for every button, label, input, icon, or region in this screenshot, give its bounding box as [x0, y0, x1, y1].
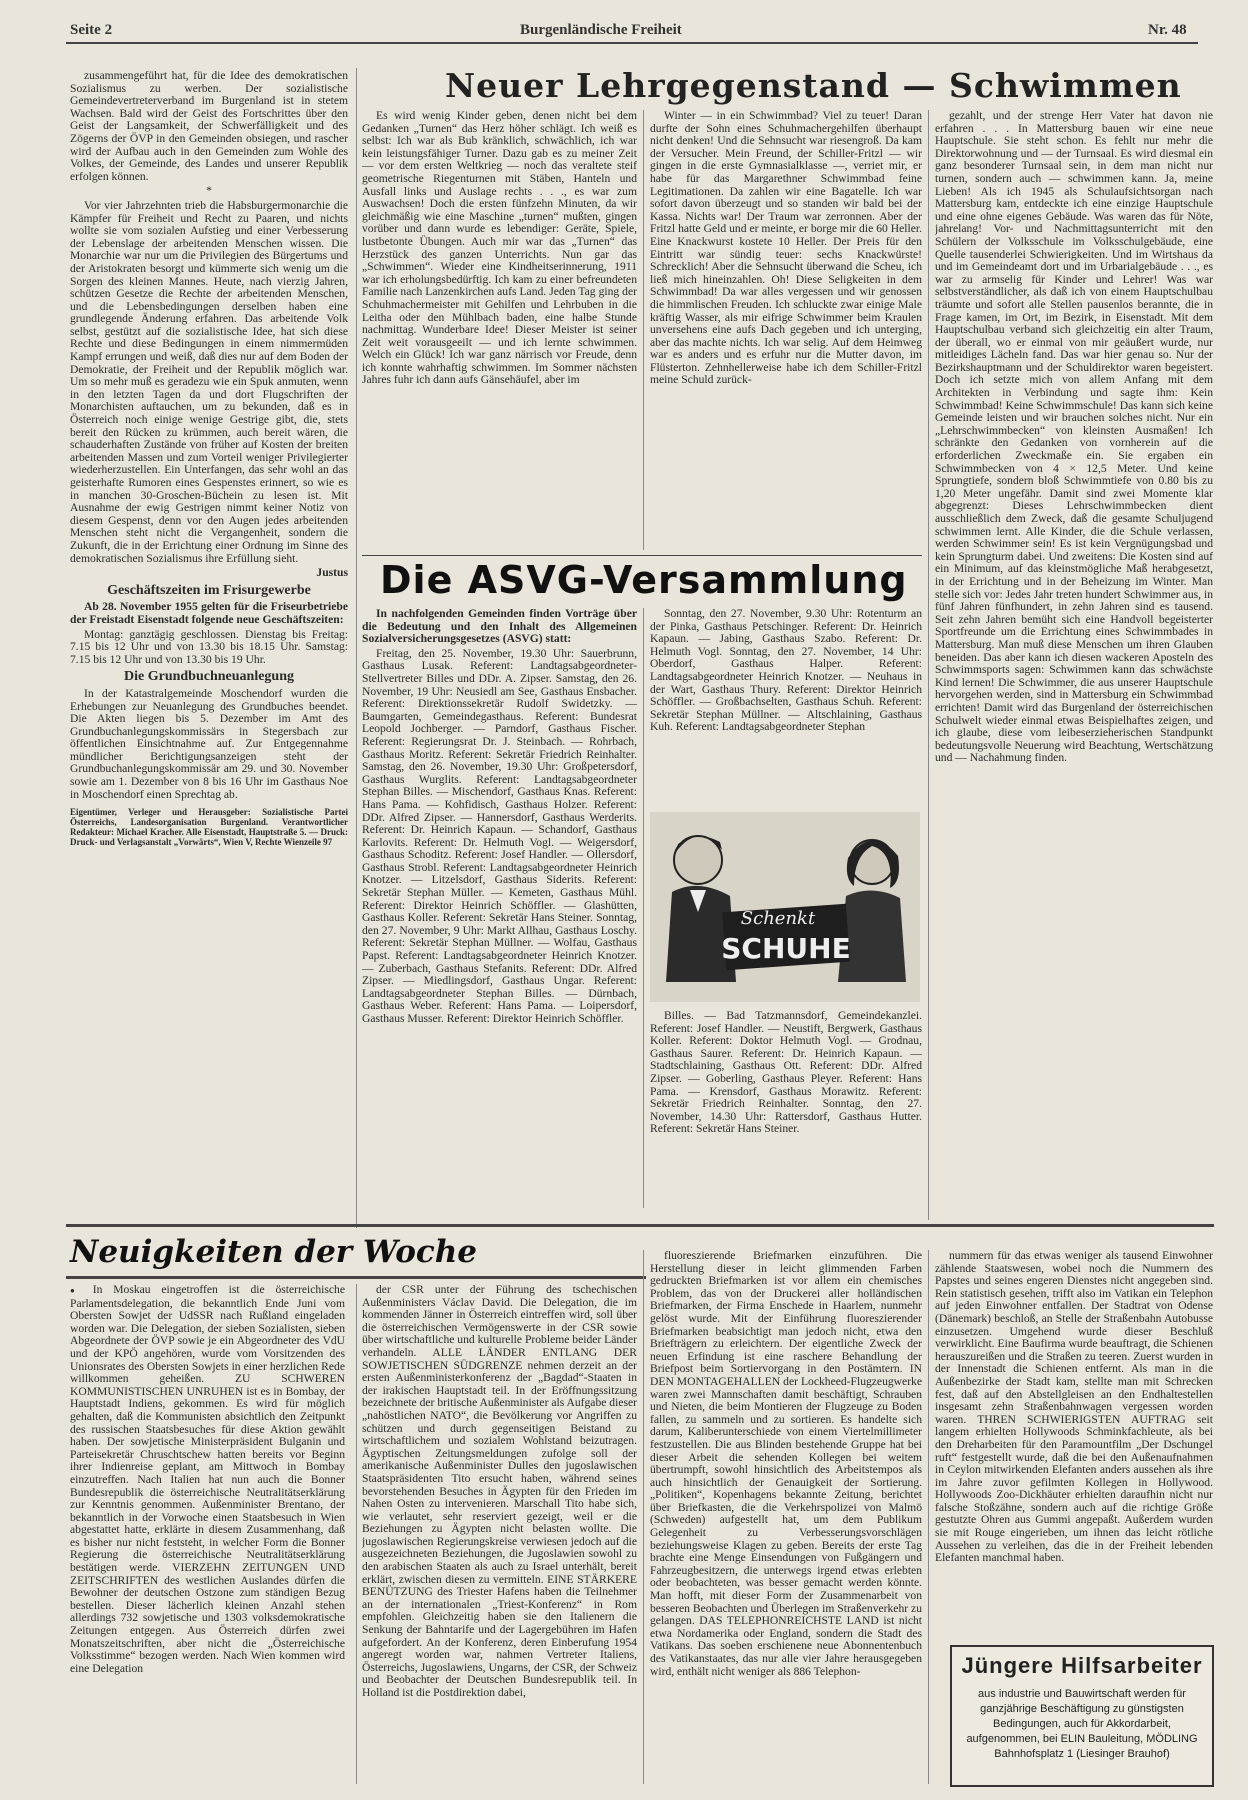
ad-big-text: SCHUHE [721, 932, 851, 965]
asvg-col-2b [650, 1010, 922, 1210]
column-divider [643, 608, 644, 1208]
text-para: ● In Moskau eingetroffen ist die österreichische Parlamentsdelegation, die bekanntlich Ende Juni vom Obersten Sowjet der UdSSR nach Rußland eingeladen worden war. Die Delegation, der sieben Sozialisten, sieben Abgeordnete der ÖVP sowie je ein Abgeordneter des VdU und der KPÖ angehören, wurde vom Vorsitzenden des Unionsrates des Obersten Sowjets in einer herzlichen Rede willkommen geheißen. ZU SCHWEREN KOMMUNISTISCHEN UNRUHEN ist es in Bombay, der Hauptstadt Indiens, gekommen. Es wird für möglich gehalten, daß die Kommunisten absichtlich den Zeitpunkt des russischen Staatsbesuches für diese Aktion gewählt haben. Der sowjetische Ministerpräsident Bulganin und Parteisekretär Chruschtschew hatten bereits vor Beginn ihrer Indienreise geplant, am Mittwoch in Bombay einzutreffen. Nach Italien hat nun auch die Bonner Bundesrepublik die österreichische Neutralitätserklärung zur Kenntnis genommen. Außenminister Brentano, der bekanntlich in der Vorwoche einen Staatsbesuch in Wien abgestattet hatte, erklärte in diesem Zusammenhang, daß es bisher nur nicht feststeht, in welcher Form die Bonner Regierung die österreichische Neutralitätserklärung bestätigen werde. VIERZEHN ZEITUNGEN UND ZEITSCHRIFTEN des westlichen Auslandes dürfen die Bewohner der deutschen Ostzone zum ständigen Bezug bestellen. Dieser lächerlich kleinen Anzahl stehen allerdings 732 sowjetische und 1303 volksdemokratische Zeitungen entgegen. Aus Österreich dürfen zwei Monatszeitschriften, aber nicht die „Österreichische Volksstimme“ bezogen werden. Nach Wien kommen wird eine Delegation [70, 1284, 345, 1675]
asvg-intro: In nachfolgenden Gemeinden finden Vorträge über die Bedeutung und den Inhalt des Allgemeinen Sozialversicherungsgesetzes (ASVG) statt: [362, 608, 637, 646]
headline-asvg: Die ASVG-Versammlung [380, 558, 908, 602]
text-para: Ab 28. November 1955 gelten für die Friseurbetriebe der Freistadt Eisenstadt folgende neue Geschäftszeiten: [70, 600, 348, 626]
news-col-1 [70, 1284, 345, 1784]
couple-illustration [650, 812, 920, 1002]
schwimmen-col-3 [935, 110, 1213, 1220]
news-title-rule [66, 1276, 646, 1279]
shoe-ad-illustration [650, 812, 920, 1002]
heading-friseur: Geschäftszeiten im Frisurgewerbe [107, 582, 311, 598]
news-col-2 [362, 1284, 637, 1784]
column-left [70, 70, 348, 1290]
text-para: In der Katastralgemeinde Moschendorf wurden die Erhebungen zur Neuanlegung des Grundbuches beendet. Die Akten liegen bis 5. Dezember im Amt des Grundbuchanlegungskommissärs in Stegersbach zur öffentlichen Einsichtnahme auf. Zur Entgegennahme mündlicher Berichtigungsanzeigen steht der Grundbuchanlegungskommissär am 29. und 30. November sowie am 1. Dezember von 8 bis 16 Uhr im Gasthaus Noe in Moschendorf einen Sprechtag ab. [70, 686, 348, 801]
schwimmen-col-2 [650, 110, 922, 550]
text-para: Sonntag, den 27. November, 9.30 Uhr: Rotenturm an der Pinka, Gasthaus Petschinger. Referent: Dr. Heinrich Kapaun. — Jabing, Gasthaus Szabo. Referent: Dr. Helmuth Vogl. Sonntag, den 27. November, 14 Uhr: Oberdorf, Gasthaus Halper. Referent: Landtagsabgeordneter Heinrich Knotzer. — Neuhaus in der Wart, Gasthaus Thury. Referent: Direktor Heinrich Schöffler. — Großbachselten, Gasthaus Schuh. Referent: Sekretär Stephan Müllner. — Altschlaining, Gasthaus Kuh. Referent: Landtagsabgeordneter Stephan [650, 608, 922, 734]
text-para: Vor vier Jahrzehnten trieb die Habsburgermonarchie die Kämpfer für Freiheit und Recht zu Paaren, und nichts wollte sie vom sozialen Aufstieg und einer Verbesserung der Lebenslage der arbeitenden Menschen wissen. Die Monarchie war nur um die Privilegien des Bürgertums und der Aristokraten besorgt und kümmerte sich wenig um die Sorgen des kleinen Mannes. Heute, nach vierzig Jahren, schützen Gesetze die Rechte der arbeitenden Menschen, und die Lebensbedingungen derselben haben eine grundlegende Änderung erfahren. Das arbeitende Volk selbst, gestützt auf die sozialistische Idee, hat sich diese Rechte und diese Bedingungen in einem nimmermüden Kampf errungen und weiß, daß dies nur auf dem Boden der Demokratie, der Freiheit und der Republik möglich war. Um so mehr muß es geradezu wie ein Spuk anmuten, wenn in den letzten Tagen da und dort Flugschriften der Monarchisten auftauchen, um zu bekunden, daß es in Österreich noch einige wenige Gestrige gibt, die, stets bereit den Rücken zu krümmen, auch bereit wären, die schauderhaften Zustände von früher auf Kosten der breiten arbeitenden Massen und zum Vorteil weniger Privilegierter wiederherzustellen. Ein Unterfangen, das sehr wohl an das geisterhafte Rumoren eines Gespenstes erinnert, so wie es in manchen 30-Groschen-Büchein zu lesen ist. Mit Ausnahme der ewig Gestrigen nimmt keiner Notiz von diesem Gespenst, denn vor den Augen jedes arbeitenden Menschen steht nicht die Vergangenheit, sondern die Zukunft, die in der Errichtung einer Ordnung im Sinne des demokratischen Sozialismus ihre Erfüllung sieht. [70, 198, 348, 565]
asvg-col-1 [362, 608, 637, 1208]
news-col-4 [935, 1250, 1213, 1635]
text-para: Freitag, den 25. November, 19.30 Uhr: Sauerbrunn, Gasthaus Lusak. Referent: Landtagsabgeordneter-Stellvertreter Billes und DDr. A. Zipser. Samstag, den 26. November, 19 Uhr: Neusiedl am See, Gasthaus Ensbacher. Referent: Direktionssekretär Rudolf Swidetzky. — Baumgarten, Gemeindegasthaus. Referent: Bundesrat Leopold Jochberger. — Parndorf, Gasthaus Fischer. Referent: Regierungsrat Dr. J. Steinbach. — Rohrbach, Gasthaus Moritz. Referent: Sekretär Friedrich Reinhalter. Samstag, den 26. November, 19.30 Uhr: Großpetersdorf, Gasthaus Wurglits. Referent: Landtagsabgeordneter Stephan Billes. — Mischendorf, Gasthaus Knas. Referent: Hans Pama. — Kohfidisch, Gasthaus Holzer. Referent: DDr. Alfred Zipser. — Hannersdorf, Gasthaus Werderits. Referent: Dr. Heinrich Kapaun. — Schandorf, Gasthaus Karlovits. Referent: Dr. Helmuth Vogl. — Weigersdorf, Gasthaus Schoditz. Referent: Josef Handler. — Ollersdorf, Gasthaus Strobl. Referent: Landtagsabgeordneter Heinrich Knotzer. — Litzelsdorf, Gasthaus Siderits. Referent: Sekretär Stephan Müller. — Kemeten, Gasthaus Mühl. Referent: Direktor Heinrich Schöffler. — Glashütten, Gasthaus Koller. Referent: Sekretär Hans Steiner. Sonntag, den 27. November, 9 Uhr: Markt Allhau, Gasthaus Loschy. Referent: Sekretär Stephan Müllner. — Wolfau, Gasthaus Papst. Referent: Landtagsabgeordneter Heinrich Knotzer. — Zuberbach, Gasthaus Stefanits. Referent: DDr. Alfred Zipser. — Miedlingsdorf, Gasthaus Ungar. Referent: Landtagsabgeordneter Stephan Billes. — Dürnbach, Gasthaus Weber. Referent: Hans Pama. — Loipersdorf, Gasthaus Musser. Referent: Direktor Heinrich Schöffler. [362, 646, 637, 1025]
header-rule [66, 42, 1198, 44]
headline-news: Neuigkeiten der Woche [70, 1234, 478, 1270]
asvg-col-2 [650, 608, 922, 808]
section-rule [66, 1224, 1214, 1227]
text-para: Winter — in ein Schwimmbad? Viel zu teuer! Daran durfte der Sohn eines Schuhmachergehilfen überhaupt nicht denken! Und die Sehnsucht war riesengroß. Da kam der Versucher. Mein Freund, der Schiller-Fritzl — wir gingen in die erste Gymnasialklasse —, verriet mir, er habe für das Margarethner Schwimmbad feine Legitimationen. Da zahlen wir eine Bagatelle. Ich war sofort davon überzeugt und so standen wir bald bei der Kassa. Nichts war! Der Traum war zerronnen. Aber der Fritzl hatte Geld und er meinte, er borge mir die 60 Heller. Eine Knackwurst kostete 10 Heller. Der Preis für den Eintritt war sündig teuer: sechs Knackwürste! Schrecklich! Aber die Sehnsucht überwand die Scheu, ich ließ mich hineinzahlen. Oh! Diese Seligkeiten in dem Schwimmbad! Da war alles vergessen und wir genossen die himmlischen Freuden. Ich schluckte zwar einige Male kräftig Wasser, als mir eifrige Schwimmer beim Kraulen unversehens eine aufs Dach gegeben und ich unterging, aber das machte nichts. Ich war selig. Auf dem Heimweg war es anders und es erfuhr nur die Mutter davon, im Flüsterton. Zehnhellerweise habe ich dem Schiller-Fritzl meine Schuld zurück- [650, 110, 922, 387]
news-col-3 [650, 1250, 922, 1784]
heading-grundbuch: Die Grundbuchneuanlegung [124, 669, 294, 685]
section-rule [362, 555, 922, 556]
imprint: Eigentümer, Verleger und Herausgeber: Sozialistische Partei Österreichs, Landesorganisation Burgenland. Verantwortlicher Redakteur: Michael Kracher. Alle Eisenstadt, Hauptstraße 5. — Druck: Druck- und Verlagsanstalt „Vorwärts“, Wien V, Rechte Wienzeile 97 [70, 807, 348, 848]
column-divider [643, 1250, 644, 1784]
text-para: Montag: ganztägig geschlossen. Dienstag bis Freitag: 7.15 bis 12 Uhr und von 13.30 bis 18.15 Uhr. Samstag: 7.15 bis 12 Uhr und von 13.30 bis 19 Uhr. [70, 627, 348, 666]
column-divider [928, 1250, 929, 1784]
text-para: gezahlt, und der strenge Herr Vater hat davon nie erfahren . . . In Mattersburg bauen wir eine neue Hauptschule. Sie steht schon. Es fehlt nur mehr die Direktorwohnung und — der Turnsaal. Es wird diesmal ein ganz besonderer Turnsaal sein, in dem man nicht nur turnen, sondern auch — schwimmen kann. Ja, meine Lieben! Als ich 1945 als Schulaufsichtsorgan nach Mattersburg kam, entdeckte ich eine einzige Hauptschule und eine ohne eigenes Gebäude. Was waren das für Nöte, jahrelang! Vor- und Nachmittagsunterricht mit den Schülern der Volksschule im Volksschulgebäude, eine Quelle tausenderlei Schwierigkeiten. Und im Wirtshaus da und im Gemeindeamt dort und im Urbarialgebäude . . ., es war zu armselig für Kinder und Lehrer! Was war selbstverständlicher, als daß ich von einem Hauptschulbau träumte und sofort alle Stellen pausenlos berannte, die in Frage kamen, im Ort, im Bezirk, in Eisenstadt. Mit dem Hauptschulbau verband sich gleichzeitig ein alter Traum, der überall, wo er einmal von mir geäußert wurde, nur mitleidiges Lächeln fand. Das war hier genau so. Nur der Bezirkshauptmann und der Schuldirektor waren begeistert. Doch ich setzte mich von allem Anfang mit dem Architekten in Verbindung und sagte ihm: Kein Schwimmbad! Keine Schwimmschule! Das kann sich keine Gemeinde leisten und wir brauchen solches nicht. Nur ein „Lehrschwimmbecken“ von kleinsten Ausmaßen! Ich schränkte den Gedanken von vornherein auf die erforderlichen Zweckmaße ein. Sie ergaben ein Schwimmbecken von 4 × 12,5 Meter. Und keine Sprungtiefe, sondern bloß Schwimmtiefe von 0.80 bis zu 1,20 Meter ungefähr. Damit sind zwei Momente klar abgegrenzt: Dieses Lehrschwimmbecken dient ausschließlich dem Zweck, daß die gesamte Schuljugend schwimmen lernt. Alle Kinder, die die Schule verlassen, werden Schwimmer sein! Es ist kein Vergnügungsbad und kein Sprungturm dabei. Und zweitens: Die Kosten sind auf ein Minimum, auf das kleinstmögliche Maß herabgesetzt, in der Errichtung und in der Beheizung im Winter. Man stelle sich vor: Jedes Jahr treten hundert Schwimmer aus, in fünf Jahren fünfhundert, in zehn Jahren sind es tausend. Seit zehn Jahren bemüht sich eine Handvoll begeisterter Sportfreunde um die Errichtung eines Schwimmbades in Mattersburg. Man muß diese Menschen um ihren Glauben beneiden. Das aber kann ich diesen wackeren Aposteln des Schwimmsports sagen: Schwimmen kann das schwächste Kind lernen! Die Schwimmer, die aus unserer Hauptschule hervorgehen werden, sind in Mattersburg ein Schwimmbad errichten! Damit wird das Burgenland der österreichischen Schulwelt wieder einmal etwas Beispielhaftes zeigen, und ich glaube, diese vom leibeserzieherischen Standpunkt bedeutungsvolle Neuerung wird Beachtung, Wertschätzung und — Nachahmung finden. [935, 110, 1213, 765]
job-ad-text: aus industrie und Bauwirtschaft werden für ganzjährige Beschäftigung zu günstigsten Bedingungen, auch für Akkordarbeit, aufgenommen, bei ELIN Bauleitung, MÖDLING Bahnhofsplatz 1 (Liesinger Brauhof) [966, 1688, 1198, 1760]
job-ad [950, 1645, 1214, 1787]
text-para: Es wird wenig Kinder geben, denen nicht bei dem Gedanken „Turnen“ das Herz höher schlägt. Ich weiß es selbst: Ich war als Bub kränklich, schwächlich, ich war kein leistungsfähiger Turner. Dazu gab es zu meiner Zeit — vor dem ersten Weltkrieg — noch das veraltete steif geometrische Riegenturnen mit Stäben, Hanteln und Ausfall links und Auslage rechts . . ., es war zum Auswachsen! Doch die ersten fünfzehn Minuten, da wir gleichmäßig wie eine Maschine „turnen“ mußten, gingen vorüber und dann wurde es lebendiger: Geräte, Spiele, lustbetonte Übungen. Auch mir war das „Turnen“ das Herzstück des ganzen Unterrichts. Nun gar das „Schwimmen“. Wieder eine Kindheitserinnerung, 1911 war ich erholungsbedürftig. Ich kam zu einer befreundeten Familie nach Lanzenkirchen aufs Land. Jeden Tag ging der Schuhmachermeister mit Gehilfen und Lehrbuben in die Leitha oder den Mühlbach baden, eine halbe Stunde nachmittag. Wunderbare Idee! Dieser Meister ist seiner Zeit weit vorausgeeilt — und ich lernte schwimmen. Welch ein Glück! Ich war ganz närrisch vor Freude, denn ich konnte wahrhaftig schwimmen. Im Sommer nächsten Jahres fuhr ich dann aufs Gänsehäufel, aber im [362, 110, 637, 387]
text-para: zusammengeführt hat, für die Idee des demokratischen Sozialismus zu werben. Der sozialistische Gemeindevertreterverband im Burgenland ist in stetem Wachsen. Bald wird der Geist des Fortschrittes über den Geist der Langsamkeit, der Schwerfälligkeit und des Zögerns der ÖVP in den Gemeinden obsiegen, und rascher wird der Aufbau auch in den Gemeinden zum Wohle des Volkes, der Gemeinde, des Landes und unserer Republik erfolgen können. [70, 70, 348, 183]
text-para: fluoreszierende Briefmarken einzuführen. Die Herstellung dieser in leicht glimmenden Farben gedruckten Briefmarken ist vor allem ein chemisches Problem, das von der Druckerei aller holländischen Briefmarken, der Firma Enschede in Haarlem, nunmehr gelöst wurde. Mit der Einführung fluoreszierender Briefmarken beabsichtigt man jedoch nicht, etwa den Briefträgern zu erleichtern. Der eigentliche Zweck der neuen Erfindung ist eine raschere Behandlung der Briefpost beim Sortiervorgang in den Postämtern. IN DEN MONTAGEHALLEN der Lockheed-Flugzeugwerke waren zwei Mannschaften damit beschäftigt, Schrauben und Nieten, die beim Montieren der Flugzeuge zu Boden fallen, zu sammeln und zu sortieren. Es handelte sich darum, Kaliberunterschiede von einem Viertelmillimeter festzustellen. Die aus Blinden bestehende Gruppe hat bei dieser Arbeit die sehenden Kollegen bei weitem übertrumpft, sowohl hinsichtlich des Arbeitstempos als auch hinsichtlich der Genauigkeit der Sortierung. „Politiken“, Kopenhagens bekannte Zeitung, berichtet über Briefkasten, die die Verkehrspolizei von Malmö (Schweden) aufgestellt hat, um dem Publikum Gelegenheit zu Verbesserungsvorschlägen beziehungsweise Klagen zu geben. Bereits der erste Tag brachte eine Menge Einsendungen von Fußgängern und Fahrzeugbesitzern, die unterwegs irgend etwas erlebten oder beobachteten, was besser gemacht werden könnte. Man hofft, mit dieser Form der Zusammenarbeit von besseren Beobachten und Überlegen im Straßenverkehr zu gelangen. DAS TELEPHONREICHSTE LAND ist nicht etwa Nordamerika oder England, sondern die Stadt des Vatikans. Das soeben erschienene neue Abonnentenbuch des Vatikanstaates, das nur alle vier Jahre herausgegeben wird, enthält nicht weniger als 886 Telephon- [650, 1250, 922, 1678]
page-number: Seite 2 [70, 22, 113, 38]
job-ad-heading: Jüngere Hilfsarbeiter [961, 1653, 1203, 1678]
column-divider [356, 1284, 357, 1784]
schwimmen-col-1 [362, 110, 637, 550]
column-divider [643, 110, 644, 550]
ad-script-text: Schenkt [740, 908, 816, 929]
column-divider [928, 110, 929, 1220]
column-divider [356, 68, 357, 1228]
text-para: nummern für das etwas weniger als tausend Einwohner zählende Staatswesen, wobei noch die Nummern des Papstes und seines engeren Dienstes nicht angegeben sind. Rein statistisch gesehen, trifft also im Vatikan ein Telephon auf jeden Einwohner entfallen. Der Stadtrat von Odense (Dänemark) beschloß, an Stelle der Straßenbahn Autobusse einzusetzen. Umgehend wurde dieser Beschluß verwirklicht. Eine Baufirma wurde beauftragt, die Schienen herauszureißen und die Straßen zu teeren. Zuerst wurden in der Innenstadt die Schienen entfernt. Als man in die Außenbezirke der Stadt kam, stellte man mit Schrecken fest, daß auf den Abstellgleisen an den Endhaltestellen insgesamt zehn Straßenbahnwagen vergessen worden waren. THREN SCHWIERIGSTEN AUFTRAG seit langem erhielten Hollywoods Schminkfachleute, als bei den Dreharbeiten für den Paramountfilm „Der Dschungel ruft“ festgestellt wurde, daß die bei den Außenaufnahmen in Ceylon mitwirkenden Elefanten anders aussehen als ihre im Jahre zuvor gefilmten Kollegen in Hollywood. Hollywoods Zoo-Dickhäuter erhielten daraufhin nicht nur falsche Stoßzähne, sondern auch auf die richtige Größe gestutzte Ohren aus Gummi angepaßt. Außerdem wurden sie mit Rouge eingerieben, um ihnen das leicht rötliche Aussehen zu verleihen, das die in der Freiheit lebenden Elefanten manchmal haben. [935, 1250, 1213, 1565]
newspaper-name: Burgenländische Freiheit [520, 22, 682, 38]
star-separator: * [206, 184, 212, 198]
text-para: der CSR unter der Führung des tschechischen Außenministers Václav David. Die Delegation, die im kommenden Jänner in Österreich eintreffen wird, soll über die österreichischen Vermögenswerte in der CSR sowie über wirtschaftliche und kulturelle Probleme beider Länder verhandeln. ALLE LÄNDER ENTLANG DER SOWJETISCHEN SÜDGRENZE nehmen derzeit an der ersten Außenministerkonferenz der „Bagdad“-Staaten in der irakischen Hauptstadt teil. In der Eröffnungssitzung bezeichnete der britische Außenminister als Aufgabe dieser „nahöstlichen NATO“, die Bevölkerung vor Angriffen zu schützen und durch gegenseitigen Beistand zu wirtschaftlichem und sozialem Wohlstand beizutragen. Ägyptischen Zeitungsmeldungen zufolge soll der amerikanische Außenminister Dulles den jugoslawischen Staatspräsidenten Tito ersucht haben, während seines bevorstehenden Besuches in Ägypten für den Frieden im Nahen Osten zu intervenieren. Marschall Tito habe sich, wie verlautet, sehr reserviert gezeigt, weil er die Beziehungen zu Ägypten nicht belasten wollte. Die jugoslawischen Regierungskreise verwiesen jedoch auf die ausgezeichneten Beziehungen, die Jugoslawien sowohl zu den arabischen Staaten als auch zu Israel unterhält, bereit erklärt, zwischen diesen zu vermitteln. EINE STÄRKERE BENÜTZUNG des Triester Hafens haben die Teilnehmer an der internationalen „Triest-Konferenz“ in Rom empfohlen. Gleichzeitig haben sie den Italienern die Senkung der Bahntarife und der Lagergebühren im Hafen aufgefordert. An der Konferenz, deren Einberufung 1954 angeregt worden war, nahmen Vertreter Italiens, Österreichs, Jugoslawiens, Ungarns, der CSR, der Schweiz und Beobachter der Deutschen Bundesrepublik teil. In Holland ist die Postdirektion dabei, [362, 1284, 637, 1699]
issue-number: Nr. 48 [1148, 22, 1187, 38]
signature: Justus [316, 566, 348, 580]
headline-schwimmen: Neuer Lehrgegenstand — Schwimmen [445, 66, 1182, 105]
text-para: Billes. — Bad Tatzmannsdorf, Gemeindekanzlei. Referent: Josef Handler. — Neustift, Bergwerk, Gasthaus Koller. Referent: Doktor Helmuth Vogl. — Grodnau, Gasthaus Saurer. Referent: Dr. Heinrich Kapaun. — Stadtschlaining, Gasthaus Ott. Referent: DDr. Alfred Zipser. — Goberling, Gasthaus Pleyer. Referent: Hans Pama. — Krensdorf, Gasthaus Morawitz. Referent: Sekretär Friedrich Reinhalter. Sonntag, den 27. November, 14.30 Uhr: Rattersdorf, Gasthaus Hutter. Referent: Sekretär Hans Steiner. [650, 1010, 922, 1136]
